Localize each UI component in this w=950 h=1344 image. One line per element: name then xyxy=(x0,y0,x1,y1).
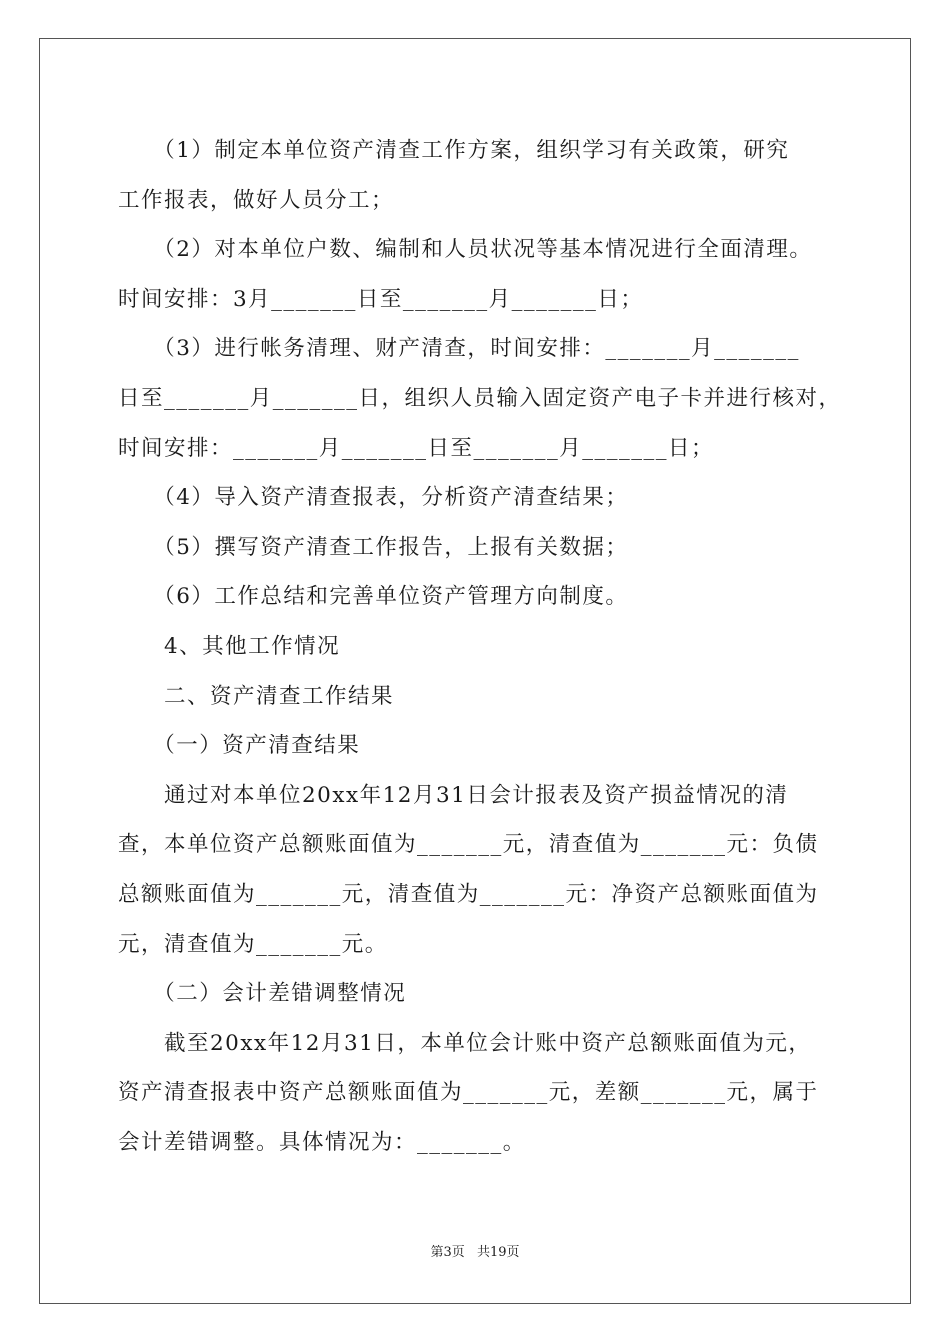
body-line: 总额账面值为_______元，清查值为_______元：净资产总额账面值为 xyxy=(118,881,819,907)
document-body xyxy=(118,126,842,1167)
body-line: （2）对本单位户数、编制和人员状况等基本情况进行全面清理。 xyxy=(118,237,813,263)
page-total: 共19页 xyxy=(476,1245,520,1260)
body-line: 日至_______月_______日，组织人员输入固定资产电子卡并进行核对， xyxy=(118,385,842,411)
body-line: （5）撰写资产清查工作报告，上报有关数据； xyxy=(118,534,629,560)
body-line: （4）导入资产清查报表，分析资产清查结果； xyxy=(118,485,629,511)
body-line: 通过对本单位20xx年12月31日会计报表及资产损益情况的清 xyxy=(118,782,789,808)
page-number: 第3页 xyxy=(430,1245,465,1260)
body-line: 时间安排：_______月_______日至_______月_______日； xyxy=(118,435,715,461)
subsection-heading: （一）资产清查结果 xyxy=(118,733,361,759)
body-line: （6）工作总结和完善单位资产管理方向制度。 xyxy=(118,584,629,610)
body-line: 时间安排：3月_______日至_______月_______日； xyxy=(118,286,644,312)
subsection-heading: （二）会计差错调整情况 xyxy=(118,981,407,1007)
section-heading: 二、资产清查工作结果 xyxy=(118,683,395,709)
body-line: 元，清查值为_______元。 xyxy=(118,931,388,957)
body-line: 资产清查报表中资产总额账面值为_______元，差额_______元，属于 xyxy=(118,1080,819,1106)
body-line: （3）进行帐务清理、财产清查，时间安排：_______月_______ xyxy=(118,336,800,362)
body-line: 工作报表，做好人员分工； xyxy=(118,187,395,213)
body-line: （1）制定本单位资产清查工作方案，组织学习有关政策，研究 xyxy=(118,138,790,163)
body-line: 截至20xx年12月31日，本单位会计账中资产总额账面值为元， xyxy=(118,1030,812,1056)
page-footer xyxy=(0,1244,950,1262)
section-heading: 4、其他工作情况 xyxy=(118,633,341,659)
body-line: 会计差错调整。具体情况为：_______。 xyxy=(118,1129,526,1155)
body-line: 查，本单位资产总额账面值为_______元，清查值为_______元：负债 xyxy=(118,832,819,858)
